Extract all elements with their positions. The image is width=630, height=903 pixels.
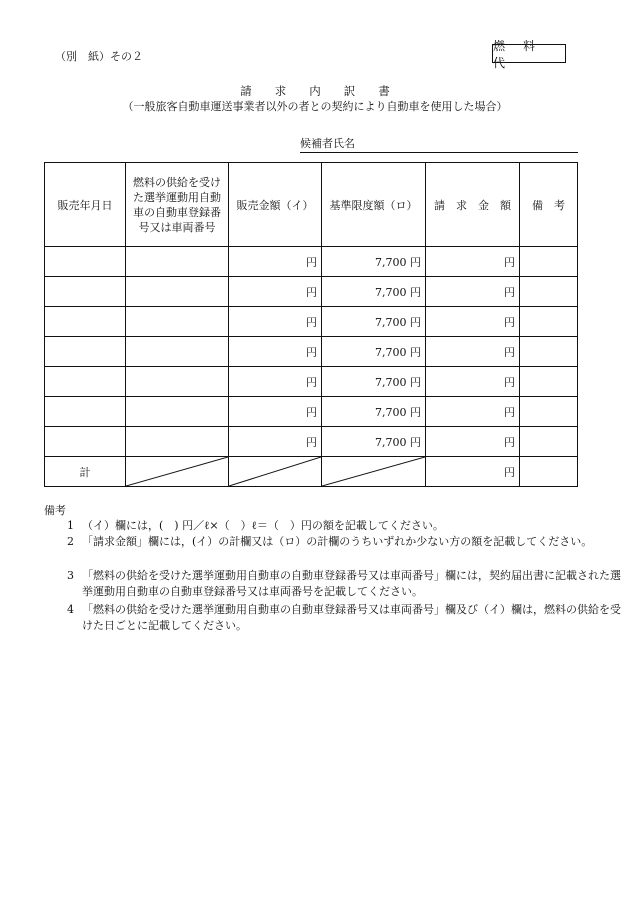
table-header-row (45, 163, 578, 247)
table-row (45, 337, 578, 367)
cell-limit-amount: 7,700 円 (322, 367, 426, 397)
cell-sale-date[interactable] (45, 427, 126, 457)
form-label: （別 紙）その２ (55, 50, 143, 63)
note-text: （イ）欄には，( ) 円／ℓ×（ ）ℓ＝（ ）円の額を記載してください。 (82, 519, 444, 532)
cell-claim-amount[interactable]: 円 (426, 397, 520, 427)
cell-vehicle-registration[interactable] (126, 367, 229, 397)
cell-vehicle-registration[interactable] (126, 307, 229, 337)
cell-vehicle-registration[interactable] (126, 427, 229, 457)
note-item (44, 568, 627, 600)
note-number: 2 (67, 535, 74, 548)
total-disabled-cell (126, 457, 229, 487)
cell-sale-date[interactable] (45, 337, 126, 367)
table-row (45, 247, 578, 277)
cell-limit-amount: 7,700 円 (322, 337, 426, 367)
cell-vehicle-registration[interactable] (126, 247, 229, 277)
invoice-breakdown-table (44, 162, 578, 487)
diagonal-strike (126, 457, 228, 486)
total-label: 計 (45, 457, 126, 487)
cell-claim-amount[interactable]: 円 (426, 247, 520, 277)
cell-remarks[interactable] (520, 427, 578, 457)
table-row (45, 307, 578, 337)
cell-sale-date[interactable] (45, 367, 126, 397)
cell-remarks[interactable] (520, 307, 578, 337)
cell-sale-date[interactable] (45, 277, 126, 307)
cell-sale-amount[interactable]: 円 (229, 307, 322, 337)
table-row (45, 397, 578, 427)
total-row (45, 457, 578, 487)
cell-claim-amount[interactable]: 円 (426, 277, 520, 307)
table-row (45, 427, 578, 457)
cell-claim-amount[interactable]: 円 (426, 427, 520, 457)
cell-limit-amount: 7,700 円 (322, 307, 426, 337)
cell-sale-amount[interactable]: 円 (229, 427, 322, 457)
fuel-cost-stamp: 燃 料 代 (492, 44, 566, 63)
cell-sale-date[interactable] (45, 307, 126, 337)
total-remarks[interactable] (520, 457, 578, 487)
table-row (45, 277, 578, 307)
cell-remarks[interactable] (520, 397, 578, 427)
note-text: 「請求金額」欄には，(イ）の計欄又は（ロ）の計欄のうちいずれか少ない方の額を記載してください。 (82, 535, 593, 548)
header-remarks: 備 考 (520, 163, 578, 247)
total-disabled-cell (322, 457, 426, 487)
cell-vehicle-registration[interactable] (126, 277, 229, 307)
note-number: 1 (67, 519, 74, 532)
cell-claim-amount[interactable]: 円 (426, 307, 520, 337)
cell-sale-date[interactable] (45, 247, 126, 277)
candidate-name-field[interactable] (300, 135, 578, 153)
cell-sale-amount[interactable]: 円 (229, 367, 322, 397)
table-row (45, 367, 578, 397)
total-disabled-cell (229, 457, 322, 487)
header-sale-date: 販売年月日 (45, 163, 126, 247)
cell-remarks[interactable] (520, 277, 578, 307)
document-title: 請 求 内 訳 書 (240, 84, 390, 98)
cell-sale-amount[interactable]: 円 (229, 397, 322, 427)
note-text: 「燃料の供給を受けた選挙運動用自動車の自動車登録番号又は車両番号」欄には，契約届出書に記載された選挙運動用自動車の自動車登録番号又は車両番号を記載してください。 (82, 569, 621, 598)
total-claim-amount[interactable]: 円 (426, 457, 520, 487)
cell-vehicle-registration[interactable] (126, 397, 229, 427)
note-item (44, 518, 589, 534)
diagonal-strike (322, 457, 425, 486)
cell-claim-amount[interactable]: 円 (426, 367, 520, 397)
header-claim-amount: 請 求 金 額 (426, 163, 520, 247)
cell-sale-date[interactable] (45, 397, 126, 427)
candidate-name-label: 候補者氏名 (300, 137, 355, 150)
header-limit-amount: 基準限度額（ロ） (322, 163, 426, 247)
cell-remarks[interactable] (520, 367, 578, 397)
cell-remarks[interactable] (520, 247, 578, 277)
note-item (44, 602, 627, 634)
cell-limit-amount: 7,700 円 (322, 427, 426, 457)
diagonal-strike (229, 457, 321, 486)
cell-sale-amount[interactable]: 円 (229, 247, 322, 277)
cell-vehicle-registration[interactable] (126, 337, 229, 367)
cell-limit-amount: 7,700 円 (322, 397, 426, 427)
notes-heading: 備考 (44, 504, 66, 517)
cell-sale-amount[interactable]: 円 (229, 337, 322, 367)
header-sale-amount: 販売金額（イ） (229, 163, 322, 247)
cell-claim-amount[interactable]: 円 (426, 337, 520, 367)
note-number: 4 (67, 603, 74, 616)
cell-limit-amount: 7,700 円 (322, 247, 426, 277)
cell-limit-amount: 7,700 円 (322, 277, 426, 307)
header-vehicle-registration: 燃料の供給を受けた選挙運動用自動車の自動車登録番号又は車両番号 (126, 163, 229, 247)
note-text: 「燃料の供給を受けた選挙運動用自動車の自動車登録番号又は車両番号」欄及び（イ）欄は，燃料の供給を受けた日ごとに記載してください。 (82, 603, 621, 632)
note-item (44, 534, 627, 550)
cell-remarks[interactable] (520, 337, 578, 367)
cell-sale-amount[interactable]: 円 (229, 277, 322, 307)
note-number: 3 (67, 569, 74, 582)
document-subtitle: （一般旅客自動車運送事業者以外の者との契約により自動車を使用した場合） (122, 100, 508, 113)
